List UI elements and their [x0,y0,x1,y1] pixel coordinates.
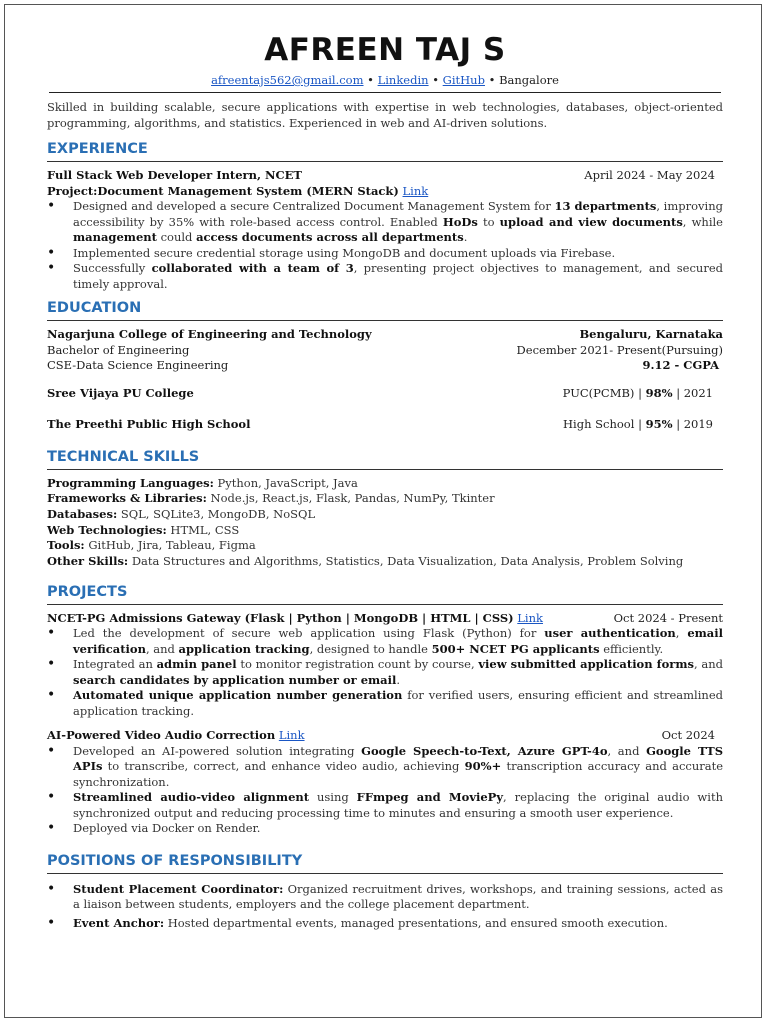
section-skills: TECHNICAL SKILLS [47,447,723,470]
education-degree [47,343,723,359]
school-info: High School | 95% | 2019 [563,417,713,431]
skill-row: Web Technologies: HTML, CSS [47,522,240,537]
list-item: • Integrated an admin panel to monitor registration count by course, view submitted application forms, and search candidates by application number or email. [47,657,723,688]
list-item: • Designed and developed a secure Centralized Document Management System for 13 departments, improving accessibility by 35% with role-based access control. Enabled HoDs to upload and view documents, while management could access documents across all departments. [47,199,723,246]
list-item: • Deployed via Docker on Render. [47,821,723,837]
header-divider [49,92,721,93]
project-1-header [47,611,723,627]
pu-info: PUC(PCMB) | 98% | 2021 [562,385,713,400]
separator: • [428,73,443,87]
education-branch [47,358,723,374]
list-item: • Successfully collaborated with a team of 3, presenting project objectives to management, and secured timely approval. [47,261,723,292]
project-2-title: AI-Powered Video Audio Correction [47,728,276,743]
list-item: • Developed an AI-powered solution integrating Google Speech-to-Text, Azure GPT-4o, and Google TTS APIs to transcribe, correct, and enhance video audio, achieving 90%+ transcription accuracy and accurate synchronization. [47,744,723,791]
skill-row: Databases: SQL, SQLite3, MongoDB, NoSQL [47,506,316,521]
skill-row: Frameworks & Libraries: Node.js, React.js, Flask, Pandas, NumPy, Tkinter [47,491,495,506]
project-line [47,184,723,200]
college-location: Bengaluru, Karnataka [579,327,723,341]
pu-college: Sree Vijaya PU College [47,385,194,400]
section-education: EDUCATION [47,298,723,321]
college-name: Nagarjuna College of Engineering and Technology [47,327,372,341]
list-item: • Automated unique application number generation for verified users, ensuring efficient and streamlined application tracking. [47,688,723,719]
list-item: • Implemented secure credential storage using MongoDB and document uploads via Firebase. [47,246,723,262]
separator: • [363,73,378,87]
list-item: • Streamlined audio-video alignment using FFmpeg and MoviePy, replacing the original audio with synchronized output and reducing processing time to minutes and ensuring a smooth user experience. [47,790,723,821]
summary: Skilled in building scalable, secure applications with expertise in web technologies, databases, object-oriented programming, algorithms, and statistics. Experienced in web and AI-driven solutions. [47,100,723,130]
project-1-link[interactable]: Link [517,610,543,625]
education-college [47,327,723,343]
skill-row: Programming Languages: Python, JavaScript, Java [47,475,358,490]
cgpa: 9.12 - CGPA [642,358,719,372]
project-2-dates: Oct 2024 [661,728,715,743]
section-positions: POSITIONS OF RESPONSIBILITY [47,851,723,874]
list-item: • Led the development of secure web application using Flask (Python) for user authentication, email verification, and application tracking, designed to handle 500+ NCET PG applicants efficiently. [47,626,723,657]
contact-line [47,72,723,88]
email-link[interactable]: afreentajs562@gmail.com [211,73,364,87]
skill-row: Tools: GitHub, Jira, Tableau, Figma [47,538,256,553]
list-item: • Student Placement Coordinator: Organized recruitment drives, workshops, and training sessions, acted as a liaison between students, employers and the college placement department. [47,882,723,913]
project-1-dates: Oct 2024 - Present [613,610,723,625]
project-1-bullets [47,626,723,719]
linkedin-link[interactable]: Linkedin [377,73,429,87]
project-2-header [47,728,723,744]
skill-row: Other Skills: Data Structures and Algorithms, Statistics, Data Visualization, Data Analysis, Problem Solving [47,554,684,569]
degree: Bachelor of Engineering [47,342,190,357]
role-dates: April 2024 - May 2024 [584,168,715,182]
resume [47,30,723,931]
experience-bullets [47,199,723,292]
section-experience: EXPERIENCE [47,139,723,162]
list-item: • Event Anchor: Hosted departmental events, managed presentations, and ensured smooth execution. [47,916,723,932]
candidate-name: AFREEN TAJ S [264,32,506,68]
education-pu [47,386,723,402]
separator: • [484,73,500,87]
project-link[interactable]: Link [402,183,429,198]
positions-list [47,882,723,932]
project-2-bullets [47,744,723,837]
education-school [47,417,723,433]
school-name: The Preethi Public High School [47,417,251,431]
role-title: Full Stack Web Developer Intern, NCET [47,168,302,182]
experience-header [47,168,723,184]
project-2-link[interactable]: Link [278,728,305,743]
degree-dates: December 2021- Present(Pursuing) [516,342,723,357]
project-label: Project:Document Management System (MERN Stack) [47,183,399,198]
skills-list [47,476,723,570]
github-link[interactable]: GitHub [442,73,485,87]
branch: CSE-Data Science Engineering [47,358,229,372]
project-1-title: NCET-PG Admissions Gateway (Flask | Python | MongoDB | HTML | CSS) [47,610,514,625]
section-projects: PROJECTS [47,582,723,605]
location: Bangalore [499,73,559,87]
